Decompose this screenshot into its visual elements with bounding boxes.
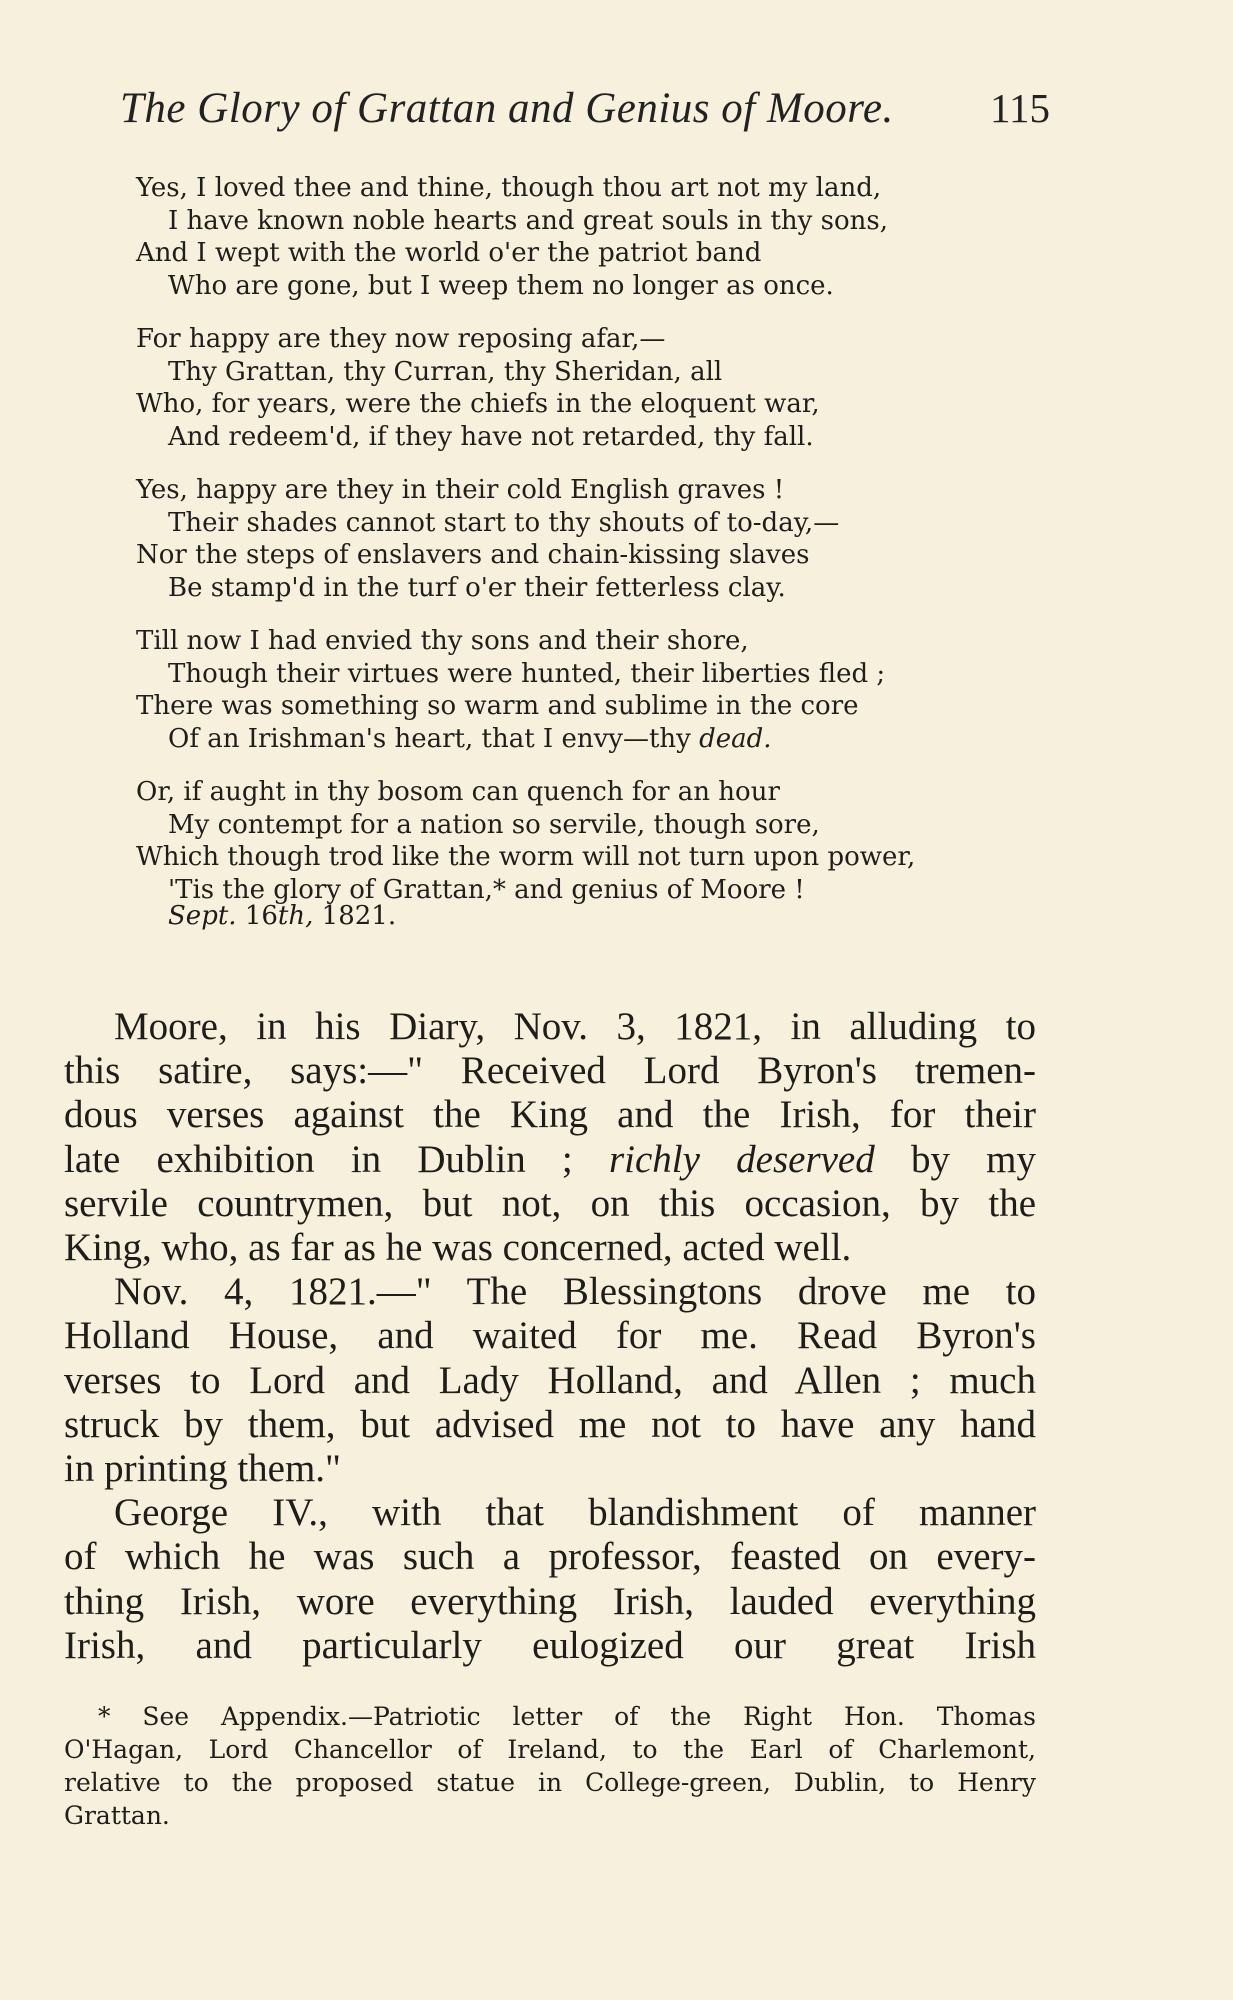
paragraph-1 — [64, 1005, 1036, 1270]
footnote-line: relative to the proposed statue in College-green, Dublin, to Henry — [64, 1768, 1036, 1797]
stanza-3 — [136, 474, 1036, 604]
prose-body — [64, 1005, 1036, 1668]
prose-line: of which he was such a professor, feasted on every- — [64, 1535, 1036, 1579]
poem-line: Yes, happy are they in their cold English graves ! — [136, 475, 785, 505]
paragraph-3 — [64, 1491, 1036, 1668]
poem-line: Though their virtues were hunted, their liberties fled ; — [168, 658, 886, 689]
poem-line: Till now I had envied thy sons and their shore, — [136, 626, 749, 656]
date-month: Sept. — [168, 901, 237, 931]
poem — [136, 172, 1036, 953]
prose-line: Holland House, and waited for me. Read Byron's — [64, 1314, 1036, 1358]
poem-line: I have known noble hearts and great souls in thy sons, — [168, 205, 888, 236]
italic-word-dead: dead. — [699, 723, 772, 754]
prose-line: Nov. 4, 1821.—" The Blessingtons drove me to — [114, 1270, 1036, 1314]
prose-line: in printing them." — [64, 1447, 341, 1491]
prose-line: this satire, says:—" Received Lord Byron's tremen- — [64, 1049, 1036, 1093]
prose-line: Moore, in his Diary, Nov. 3, 1821, in alluding to — [114, 1005, 1036, 1048]
prose-line: struck by them, but advised me not to have any hand — [64, 1402, 1036, 1446]
poem-line: Nor the steps of enslavers and chain-kissing slaves — [136, 540, 810, 570]
footnote-line: Grattan. — [64, 1801, 170, 1830]
footnote-line: O'Hagan, Lord Chancellor of Ireland, to the Earl of Charlemont, — [64, 1735, 1036, 1764]
prose-text: by my — [910, 1137, 1036, 1181]
date-day: 16 — [244, 901, 278, 931]
poem-line: And I wept with the world o'er the patriot band — [136, 238, 762, 268]
running-title: The Glory of Grattan and Genius of Moore. — [120, 85, 894, 132]
poem-line: Be stamp'd in the turf o'er their fetterless clay. — [168, 572, 786, 603]
paragraph-2 — [64, 1270, 1036, 1491]
poem-line: Their shades cannot start to thy shouts of to-day,— — [168, 507, 840, 538]
poem-line: And redeem'd, if they have not retarded, thy fall. — [168, 421, 814, 452]
poem-line: Who, for years, were the chiefs in the eloquent war, — [136, 389, 820, 419]
date-year: 1821. — [321, 901, 397, 931]
date-suffix: th, — [277, 901, 314, 931]
poem-line: 'Tis the glory of Grattan,* and genius of Moore ! — [168, 874, 805, 905]
prose-line: servile countrymen, but not, on this occasion, by the — [64, 1181, 1036, 1225]
page-number: 115 — [990, 85, 1050, 131]
poem-line: There was something so warm and sublime in the core — [136, 691, 859, 721]
prose-line: Irish, and particularly eulogized our great Irish — [64, 1623, 1036, 1667]
prose-line: George IV., with that blandishment of manner — [114, 1491, 1036, 1535]
poem-line: Yes, I loved thee and thine, though thou art not my land, — [136, 173, 882, 203]
italic-phrase: richly deserved — [608, 1137, 875, 1181]
prose-line: thing Irish, wore everything Irish, lauded everything — [64, 1579, 1036, 1623]
prose-line: dous verses against the King and the Irish, for their — [64, 1093, 1036, 1137]
prose-line: King, who, as far as he was concerned, acted well. — [64, 1226, 852, 1270]
stanza-4 — [136, 625, 1036, 755]
poem-line: Which though trod like the worm will not turn upon power, — [136, 842, 916, 872]
footnote-line: * See Appendix.—Patriotic letter of the Right Hon. Thomas — [98, 1702, 1036, 1731]
page-header — [120, 84, 1050, 144]
footnote — [64, 1700, 1036, 1832]
prose-text: late exhibition in Dublin ; — [64, 1137, 573, 1181]
poem-line: My contempt for a nation so servile, though sore, — [168, 809, 820, 840]
prose-line: verses to Lord and Lady Holland, and Allen ; much — [64, 1358, 1036, 1402]
prose-line-with-italic — [64, 1138, 1036, 1182]
stanza-2 — [136, 323, 1036, 453]
poem-line: Or, if aught in thy bosom can quench for an hour — [136, 777, 780, 807]
stanza-1 — [136, 172, 1036, 302]
poem-line: For happy are they now reposing afar,— — [136, 324, 666, 354]
poem-line-with-italic — [136, 723, 1036, 756]
poem-line: Who are gone, but I weep them no longer as once. — [168, 270, 834, 301]
poem-line: Thy Grattan, thy Curran, thy Sheridan, all — [168, 356, 723, 387]
poem-line-text: Of an Irishman's heart, that I envy—thy — [168, 723, 691, 754]
stanza-5 — [136, 776, 1036, 932]
